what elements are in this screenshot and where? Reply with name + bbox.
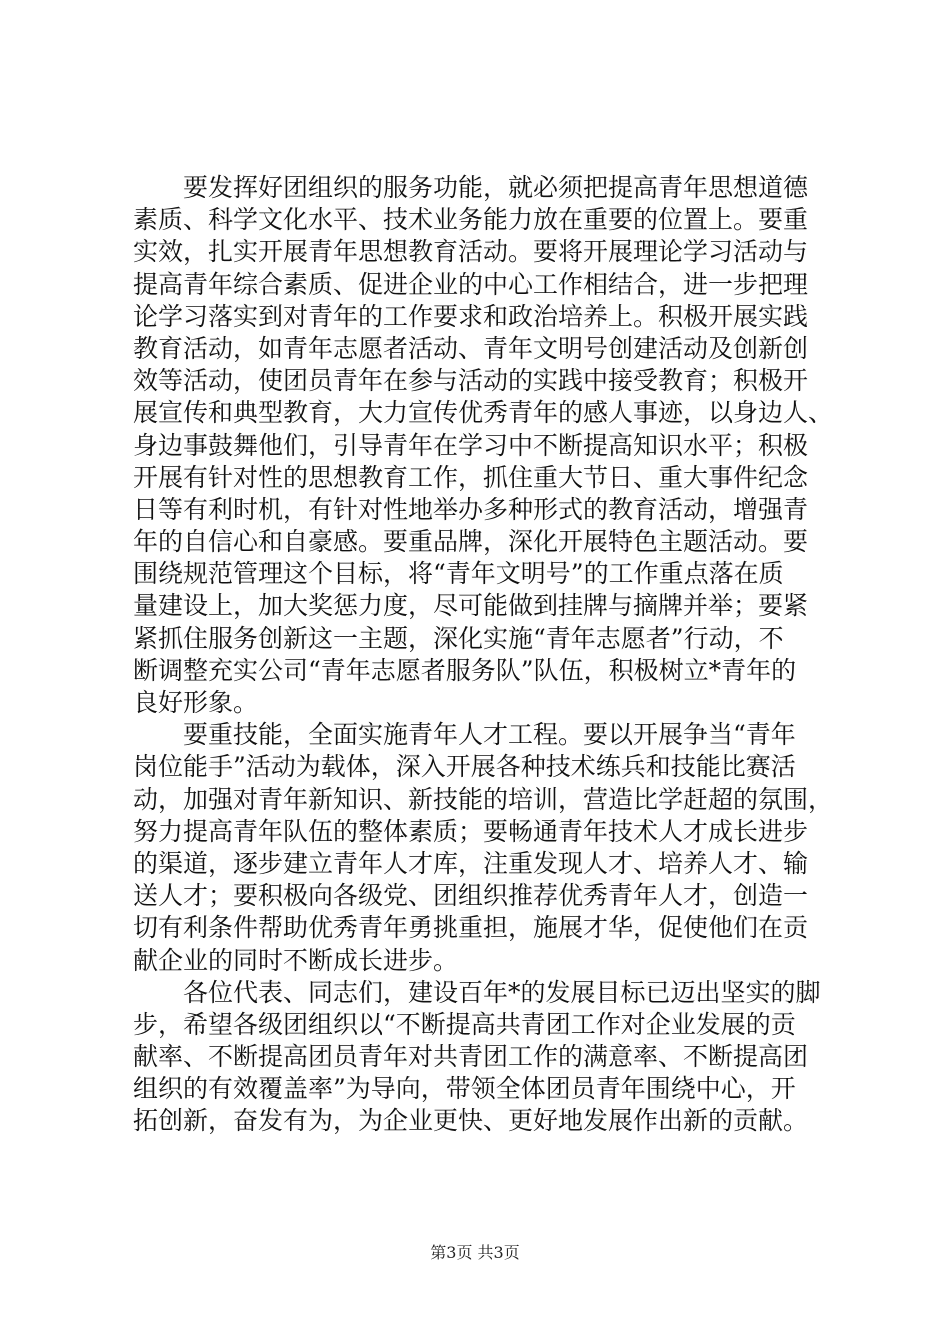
text-line: 日等有利时机，有针对性地举办多种形式的教育活动，增强青 xyxy=(133,494,809,524)
text-line: 努力提高青年队伍的整体素质；要畅通青年技术人才成长进步 xyxy=(133,816,809,846)
text-line: 提高青年综合素质、促进企业的中心工作相结合，进一步把理 xyxy=(133,269,809,299)
text-line: 紧抓住服务创新这一主题，深化实施“青年志愿者”行动，不 xyxy=(133,623,784,653)
text-line: 效等活动，使团员青年在参与活动的实践中接受教育；积极开 xyxy=(133,366,809,396)
text-line: 教育活动，如青年志愿者活动、青年文明号创建活动及创新创 xyxy=(133,333,809,363)
text-line: 要发挥好团组织的服务功能，就必须把提高青年思想道德 xyxy=(133,173,809,202)
text-line: 组织的有效覆盖率”为导向，带领全体团员青年围绕中心，开 xyxy=(133,1074,796,1104)
text-line: 各位代表、同志们，建设百年*的发展目标已迈出坚实的脚 xyxy=(133,977,821,1007)
text-line: 岗位能手”活动为载体，深入开展各种技术练兵和技能比赛活 xyxy=(133,752,796,782)
text-line: 断调整充实公司“青年志愿者服务队”队伍，积极树立*青年的 xyxy=(133,655,797,685)
page-number-footer: 第3页 共3页 xyxy=(430,1243,520,1262)
text-line: 开展有针对性的思想教育工作，抓住重大节日、重大事件纪念 xyxy=(133,462,809,492)
text-line: 切有利条件帮助优秀青年勇挑重担，施展才华，促使他们在贡 xyxy=(133,913,809,943)
text-line: 送人才；要积极向各级党、团组织推荐优秀青年人才，创造一 xyxy=(133,881,809,911)
text-line: 良好形象。 xyxy=(133,688,259,717)
text-line: 围绕规范管理这个目标，将“青年文明号”的工作重点落在质 xyxy=(133,559,784,589)
text-line: 要重技能，全面实施青年人才工程。要以开展争当“青年 xyxy=(133,720,796,750)
text-line: 实效，扎实开展青年思想教育活动。要将开展理论学习活动与 xyxy=(133,237,809,267)
text-line: 论学习落实到对青年的工作要求和政治培养上。积极开展实践 xyxy=(133,301,809,331)
text-line: 献率、不断提高团员青年对共青团工作的满意率、不断提高团 xyxy=(133,1042,809,1072)
text-line: 年的自信心和自豪感。要重品牌，深化开展特色主题活动。要 xyxy=(133,527,809,557)
document-body xyxy=(133,172,833,1138)
text-line: 展宣传和典型教育，大力宣传优秀青年的感人事迹，以身边人、 xyxy=(133,398,834,428)
text-line: 动，加强对青年新知识、新技能的培训，营造比学赶超的氛围， xyxy=(133,784,834,814)
text-line: 素质、科学文化水平、技术业务能力放在重要的位置上。要重 xyxy=(133,205,809,235)
text-line: 的渠道，逐步建立青年人才库，注重发现人才、培养人才、输 xyxy=(133,848,809,878)
text-line: 献企业的同时不断成长进步。 xyxy=(133,945,459,975)
text-line: 量建设上，加大奖惩力度，尽可能做到挂牌与摘牌并举；要紧 xyxy=(133,591,809,621)
text-line: 身边事鼓舞他们，引导青年在学习中不断提高知识水平；积极 xyxy=(133,430,809,460)
text-line: 拓创新，奋发有为，为企业更快、更好地发展作出新的贡献。 xyxy=(133,1106,809,1136)
text-line: 步，希望各级团组织以“不断提高共青团工作对企业发展的贡 xyxy=(133,1009,796,1039)
